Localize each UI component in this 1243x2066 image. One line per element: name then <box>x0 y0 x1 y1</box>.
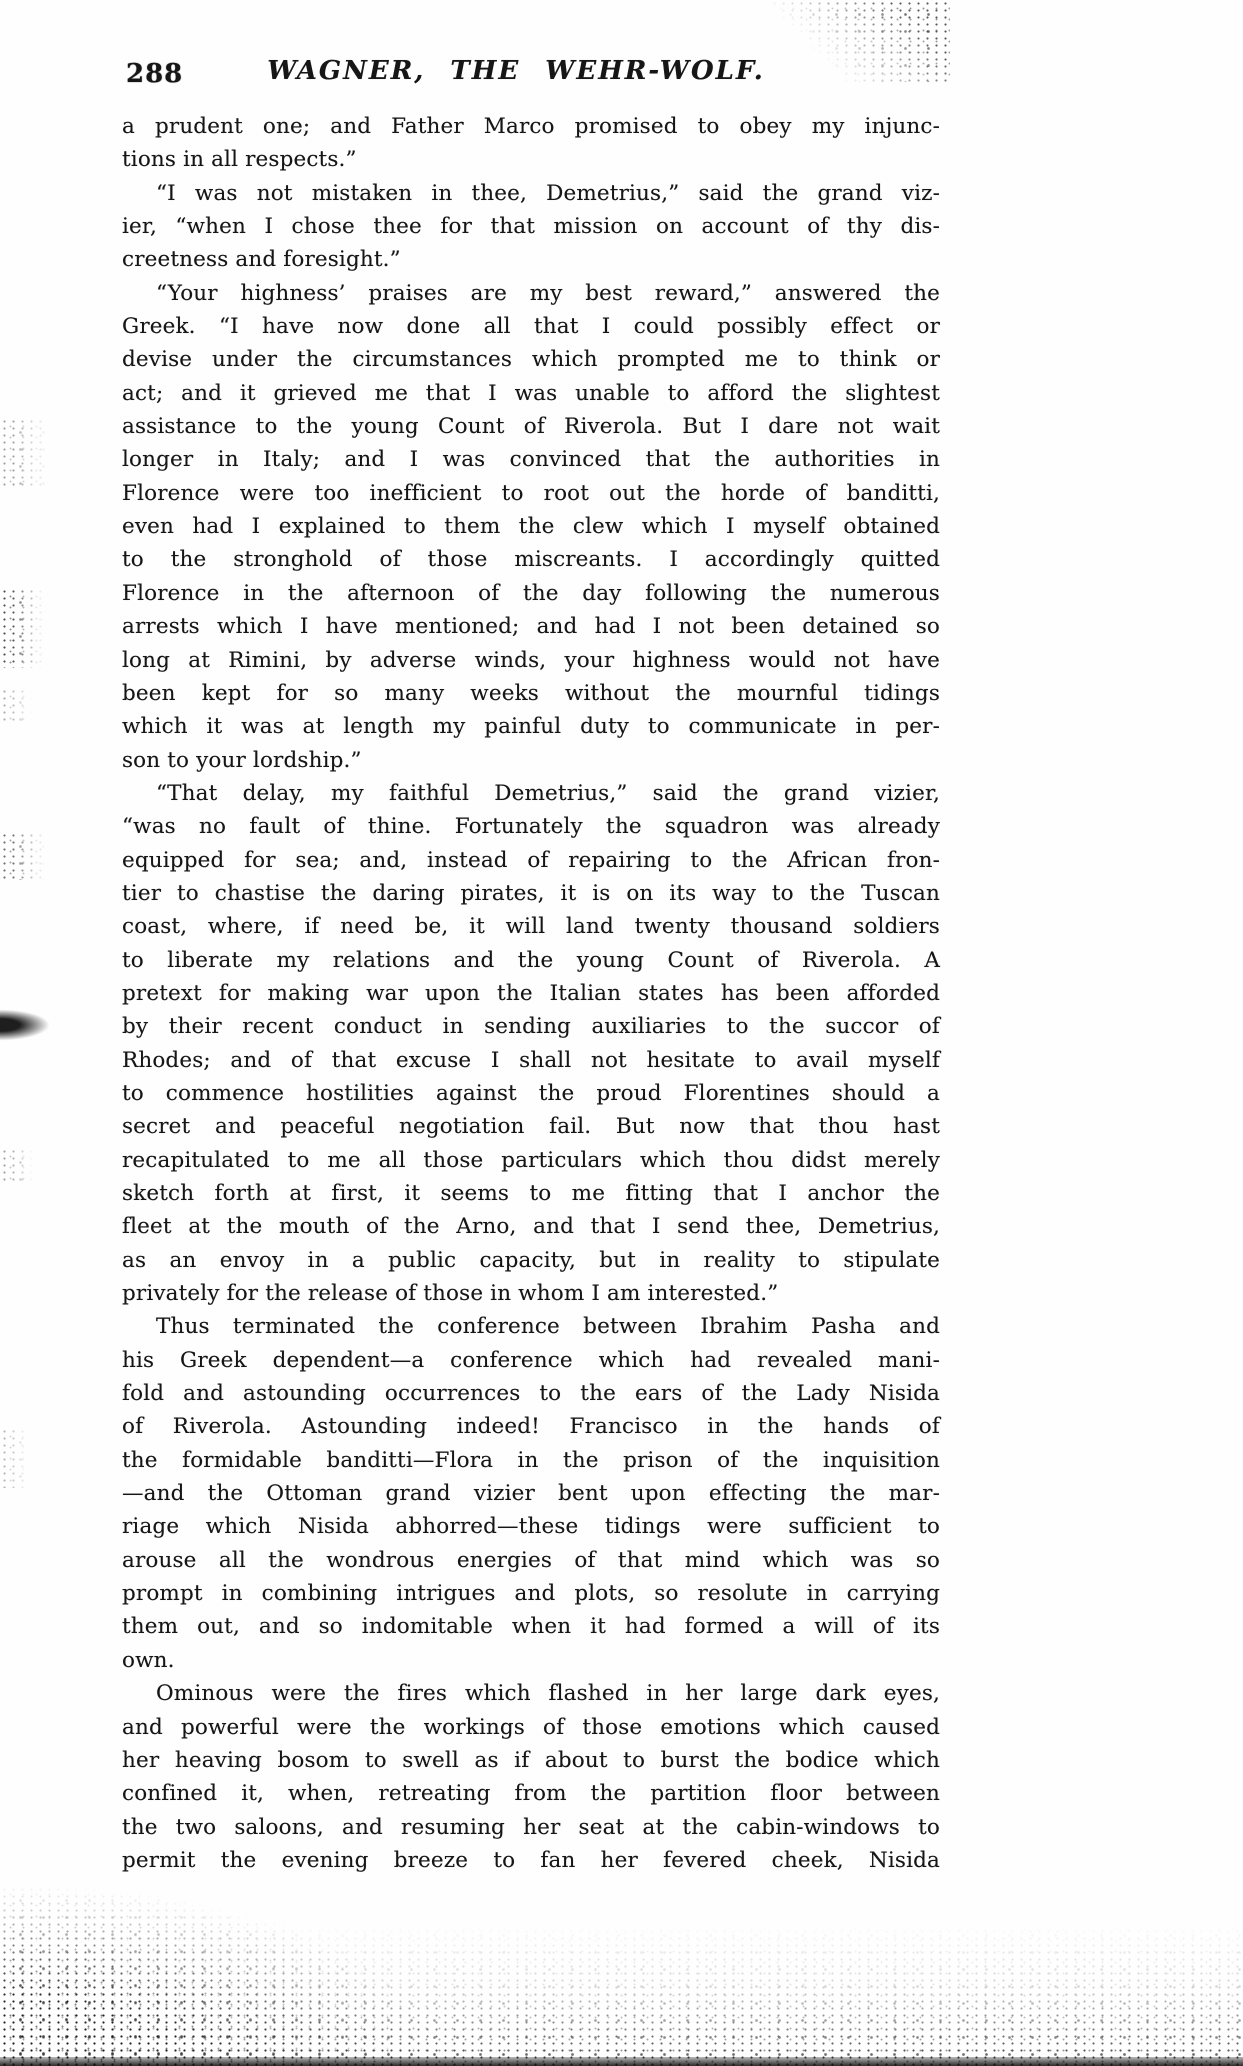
text-line: Florence were too inefficient to root out the horde of banditti, <box>122 480 940 506</box>
scan-noise-bottom <box>0 1921 1243 2066</box>
paragraph <box>122 777 940 1311</box>
text-line: of Riverola. Astounding indeed! Francisco in the hands of <box>122 1414 940 1440</box>
text-line: to commence hostilities against the proud Florentines should a <box>122 1080 940 1106</box>
text-column <box>122 110 940 1877</box>
text-line: equipped for sea; and, instead of repairing to the African fron- <box>122 847 940 873</box>
text-line: Greek. “I have now done all that I could possibly effect or <box>122 314 940 340</box>
text-line: creetness and foresight.” <box>122 247 401 273</box>
text-line: Rhodes; and of that excuse I shall not hesitate to avail myself <box>122 1047 940 1073</box>
text-line: fleet at the mouth of the Arno, and that I send thee, Demetrius, <box>122 1214 940 1240</box>
text-line: longer in Italy; and I was convinced that the authorities in <box>122 447 940 473</box>
text-line: “Your highness’ praises are my best reward,” answered the <box>156 280 940 306</box>
page-number: 288 <box>126 59 184 89</box>
text-line: son to your lordship.” <box>122 747 362 773</box>
text-line: a prudent one; and Father Marco promised to obey my injunc- <box>122 114 940 139</box>
text-line: arouse all the wondrous energies of that mind which was so <box>122 1547 940 1573</box>
paragraph <box>122 1677 940 1877</box>
text-line: the two saloons, and resuming her seat at the cabin-windows to <box>122 1814 940 1840</box>
text-line: assistance to the young Count of Riverola. But I dare not wait <box>122 414 940 440</box>
text-line: tions in all respects.” <box>122 147 357 173</box>
text-line: permit the evening breeze to fan her fevered cheek, Nisida <box>122 1847 940 1873</box>
page-header <box>122 56 940 98</box>
ink-smudge <box>0 1002 110 1048</box>
scan-noise-left-edge <box>0 588 46 668</box>
text-line: riage which Nisida abhorred—these tidings were sufficient to <box>122 1514 940 1540</box>
text-line: —and the Ottoman grand vizier bent upon effecting the mar- <box>122 1481 940 1507</box>
scan-noise-left-edge <box>0 1428 30 1488</box>
text-line: to the stronghold of those miscreants. I accordingly quitted <box>122 547 940 573</box>
text-line: even had I explained to them the clew which I myself obtained <box>122 514 940 540</box>
paragraph <box>122 277 940 777</box>
text-line: devise under the circumstances which prompted me to think or <box>122 347 940 373</box>
text-line: own. <box>122 1647 175 1673</box>
text-line: Ominous were the fires which flashed in her large dark eyes, <box>156 1681 940 1707</box>
text-line: been kept for so many weeks without the mournful tidings <box>122 680 940 706</box>
text-line: and powerful were the workings of those emotions which caused <box>122 1714 940 1740</box>
text-line: the formidable banditti—Flora in the prison of the inquisition <box>122 1447 940 1473</box>
text-line: act; and it grieved me that I was unable to afford the slightest <box>122 380 940 406</box>
text-line: tier to chastise the daring pirates, it is on its way to the Tuscan <box>122 880 940 906</box>
scan-noise-left-edge <box>0 688 34 724</box>
scan-edge-bottom <box>0 2057 1243 2066</box>
text-line: “was no fault of thine. Fortunately the squadron was already <box>122 814 940 840</box>
text-line: which it was at length my painful duty to communicate in per- <box>122 714 940 740</box>
text-line: “That delay, my faithful Demetrius,” said the grand vizier, <box>156 780 940 806</box>
text-line: long at Rimini, by adverse winds, your highness would not have <box>122 647 940 673</box>
text-line: to liberate my relations and the young Count of Riverola. A <box>122 947 940 973</box>
paragraph <box>122 110 940 177</box>
text-line: arrests which I have mentioned; and had I not been detained so <box>122 614 940 640</box>
text-line: by their recent conduct in sending auxiliaries to the succor of <box>122 1014 940 1040</box>
text-line: fold and astounding occurrences to the ears of the Lady Nisida <box>122 1381 940 1407</box>
paragraph <box>122 1310 940 1677</box>
text-line: as an envoy in a public capacity, but in reality to stipulate <box>122 1247 940 1273</box>
paragraph <box>122 177 940 277</box>
text-line: ier, “when I chose thee for that mission on account of thy dis- <box>122 214 940 240</box>
text-line: Florence in the afternoon of the day following the numerous <box>122 580 940 606</box>
text-line: Thus terminated the conference between Ibrahim Pasha and <box>156 1314 940 1340</box>
text-line: privately for the release of those in whom I am interested.” <box>122 1281 779 1307</box>
text-line: her heaving bosom to swell as if about to burst the bodice which <box>122 1747 940 1773</box>
scan-noise-bottom-left <box>0 1886 430 2066</box>
text-line: “I was not mistaken in thee, Demetrius,” said the grand viz- <box>156 180 940 206</box>
text-line: confined it, when, retreating from the partition floor between <box>122 1781 940 1807</box>
scan-noise-left-edge <box>0 418 52 490</box>
text-line: prompt in combining intrigues and plots, so resolute in carrying <box>122 1581 940 1607</box>
text-line: pretext for making war upon the Italian states has been afforded <box>122 980 940 1006</box>
text-line: them out, and so indomitable when it had formed a will of its <box>122 1614 940 1640</box>
text-line: secret and peaceful negotiation fail. But now that thou hast <box>122 1114 940 1140</box>
text-line: his Greek dependent—a conference which had revealed mani- <box>122 1347 940 1373</box>
scan-noise-left-edge <box>0 832 48 880</box>
running-title: WAGNER, THE WEHR-WOLF. <box>267 56 765 86</box>
text-line: coast, where, if need be, it will land twenty thousand soldiers <box>122 914 940 940</box>
text-line: sketch forth at first, it seems to me fitting that I anchor the <box>122 1181 940 1206</box>
text-line: recapitulated to me all those particulars which thou didst merely <box>122 1147 940 1173</box>
scan-noise-left-edge <box>0 1148 36 1182</box>
